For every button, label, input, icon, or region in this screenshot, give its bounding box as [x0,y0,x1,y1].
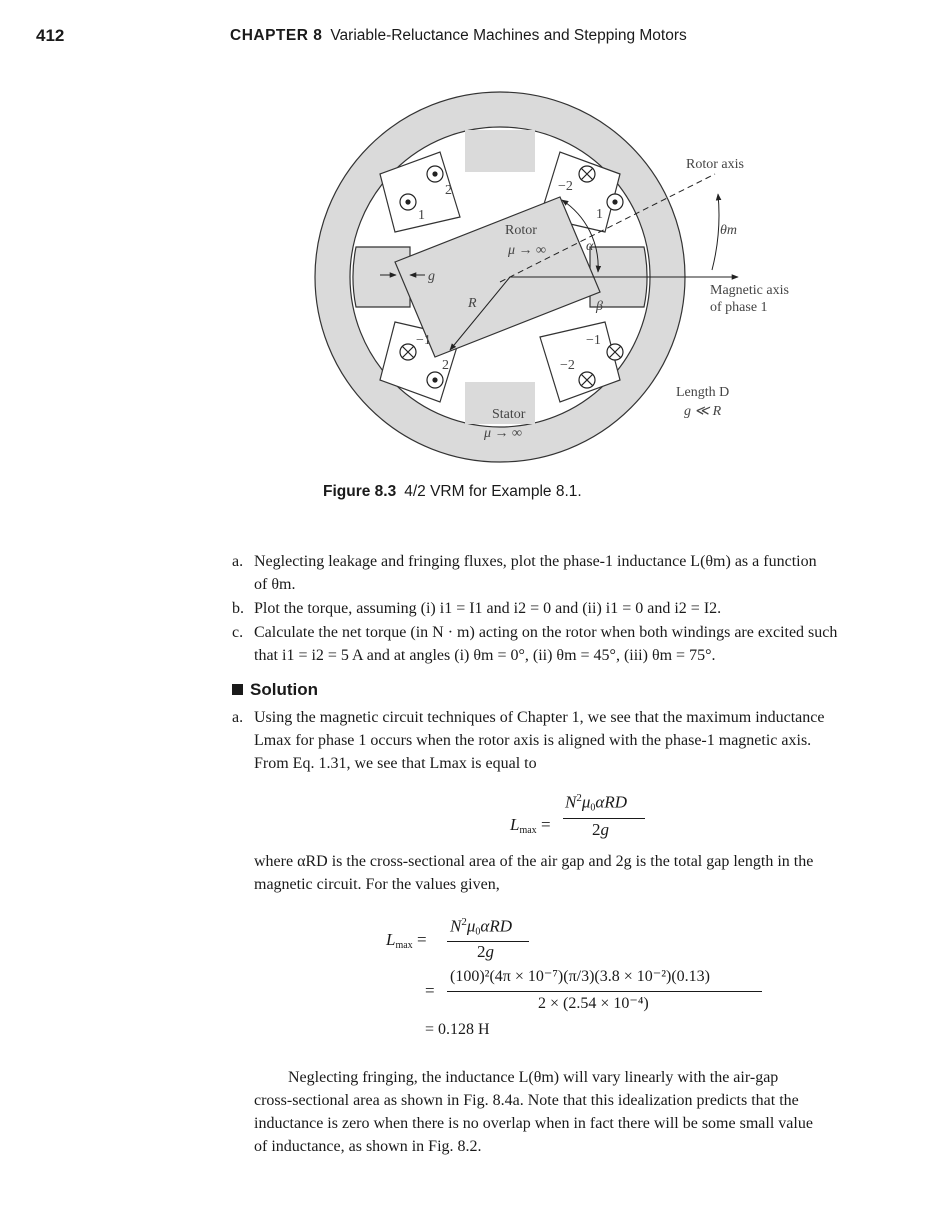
equation-1-lhs: $L_{max}$ = [510,815,551,836]
chapter-label: CHAPTER 8 [230,27,323,44]
closing-paragraph [254,1066,904,1158]
equation-3-fraction-line [447,991,762,992]
figure-caption-label: Figure 8.3 [323,483,397,500]
problem-c-label: c. [232,624,244,641]
label-rotor-mu: μ → ∞ [508,243,547,258]
solution-a-line-2: Lmax for phase 1 occurs when the rotor axis is aligned with the phase-1 magnetic axis. [254,732,812,749]
problem-c-line-2: that i1 = i2 = 5 A and at angles (i) θm = 0°, (ii) θm = 45°, (iii) θm = 75°. [254,647,716,664]
equation-3-equals: = [425,981,435,1000]
problem-b-label: b. [232,600,244,617]
label-length: Length D [676,385,730,400]
solution-heading [232,680,318,700]
problem-a-line-1: Neglecting leakage and fringing fluxes, plot the phase-1 inductance L(θm) as a function [254,553,817,570]
where-paragraph [254,850,904,896]
closing-line-2: cross-sectional area as shown in Fig. 8.4a. Note that this idealization predicts that the [254,1092,799,1109]
where-line-2: magnetic circuit. For the values given, [254,876,500,893]
label-gap-relation: g ≪ R [684,404,722,419]
equation-1-numerator: $N^2\mu_0\alpha RD$ [565,792,627,814]
label-winding-2-tl: 2 [445,183,452,198]
label-alpha: α [586,239,594,254]
equation-1-denominator: 2g [592,820,609,839]
equation-2-denominator: 2g [477,942,494,961]
label-magnetic-axis-1: Magnetic axis [710,283,789,298]
vrm-figure [300,82,820,472]
label-winding-m2-br: −2 [560,358,575,373]
closing-line-3: inductance is zero when there is no overlap when in fact there will be some small value [254,1115,813,1132]
figure-caption-text: 4/2 VRM for Example 8.1. [404,483,582,500]
label-beta: β [596,299,603,314]
label-rotor: Rotor [505,223,537,238]
equation-2-lhs: $L_{max}$ = [386,930,427,951]
problem-a-label: a. [232,553,244,570]
page-number: 412 [36,26,65,45]
equation-result: = 0.128 H [425,1021,490,1038]
equation-3-numerator: (100)²(4π × 10⁻⁷)(π/3)(3.8 × 10⁻²)(0.13) [450,968,710,985]
label-g: g [428,269,435,284]
label-theta-m: θm [720,223,737,238]
equation-3-denominator: 2 × (2.54 × 10⁻⁴) [538,995,649,1012]
solution-heading-text: Solution [250,680,318,699]
label-R: R [468,296,477,311]
running-header [0,26,936,48]
where-line-1: where αRD is the cross-sectional area of the air gap and 2g is the total gap length in the [254,853,814,870]
figure-caption [323,483,582,501]
label-winding-1-tl: 1 [418,208,425,223]
label-winding-m1-br: −1 [586,333,601,348]
solution-square-icon [232,684,243,695]
label-winding-2-bl: 2 [442,358,449,373]
chapter-heading [230,27,687,45]
label-magnetic-axis-2: of phase 1 [710,300,768,315]
label-winding-m2-tr: −2 [558,179,573,194]
solution-a-line-1: Using the magnetic circuit techniques of Chapter 1, we see that the maximum inductance [254,709,825,726]
closing-line-1: Neglecting fringing, the inductance L(θm) will vary linearly with the air-gap [288,1069,779,1086]
solution-a-line-3: From Eq. 1.31, we see that Lmax is equal to [254,755,537,772]
label-stator-mu: μ → ∞ [484,426,523,441]
label-winding-m1-bl: −1 [416,333,431,348]
label-stator: Stator [492,407,526,422]
equation-2-numerator: $N^2\mu_0\alpha RD$ [450,916,512,938]
label-rotor-axis: Rotor axis [686,157,744,172]
chapter-title: Variable-Reluctance Machines and Stepping Motors [330,27,687,44]
equation-1-fraction-line [563,818,645,819]
pole-top [465,130,535,172]
theta-arc [712,194,719,270]
closing-line-4: of inductance, as shown in Fig. 8.2. [254,1138,482,1155]
label-winding-1-tr: 1 [596,207,603,222]
problem-c-line-1: Calculate the net torque (in N · m) acting on the rotor when both windings are excited such [254,624,838,641]
solution-a-label: a. [232,709,244,726]
problem-b-line: Plot the torque, assuming (i) i1 = I1 and i2 = 0 and (ii) i1 = 0 and i2 = I2. [254,600,722,617]
problem-a-line-2: of θm. [254,576,296,593]
